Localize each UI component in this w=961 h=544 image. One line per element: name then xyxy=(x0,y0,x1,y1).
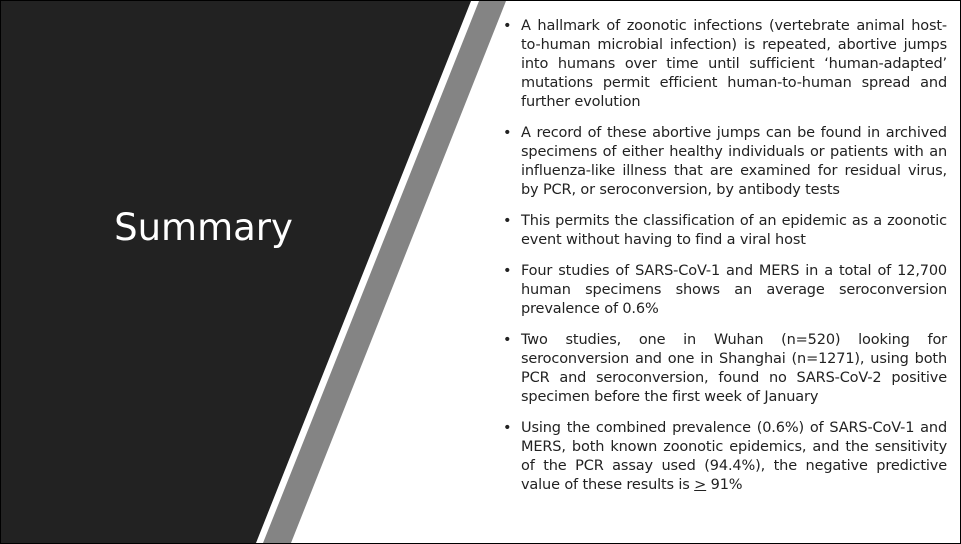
bullet-text-after: 91% xyxy=(706,477,743,493)
bullet-text-before: Using the combined prevalence (0.6%) of SARS-CoV-1 and MERS, both known zoonotic epidemics, and the sensitivity of the PCR assay used (94.4%), the negative predictive value of these results is xyxy=(521,420,947,493)
dark-title-panel xyxy=(1,1,471,543)
bullet-item-4 xyxy=(501,262,947,319)
bullet-text xyxy=(521,420,947,493)
bullet-text: A hallmark of zoonotic infections (vertebrate animal host-to-human microbial infection) is repeated, abortive jumps into humans over time until sufficient ‘human-adapted’ mutations permit efficient human-to-human spread and further evolution xyxy=(521,18,947,110)
greater-equal-symbol: > xyxy=(694,477,707,493)
bullet-icon: • xyxy=(503,420,512,436)
bullet-text: Two studies, one in Wuhan (n=520) looking for seroconversion and one in Shanghai (n=1271), using both PCR and seroconversion, found no SARS-CoV-2 positive specimen before the first week of January xyxy=(521,332,947,405)
bullet-icon: • xyxy=(503,332,512,348)
bullet-item-2 xyxy=(501,124,947,200)
bullet-text: This permits the classification of an epidemic as a zoonotic event without having to find a viral host xyxy=(521,213,947,248)
bullet-icon: • xyxy=(503,18,512,34)
slide-title: Summary xyxy=(114,206,293,249)
bullet-text: A record of these abortive jumps can be found in archived specimens of either healthy individuals or patients with an influenza-like illness that are examined for residual virus, by PCR, or seroconversion, by antibody tests xyxy=(521,125,947,198)
bullet-item-3 xyxy=(501,212,947,250)
bullet-item-5 xyxy=(501,331,947,407)
bullet-list xyxy=(501,17,947,495)
bullet-text: Four studies of SARS-CoV-1 and MERS in a total of 12,700 human specimens shows an average seroconversion prevalence of 0.6% xyxy=(521,263,947,317)
bullet-content xyxy=(501,17,947,507)
bullet-item-1 xyxy=(501,17,947,112)
bullet-icon: • xyxy=(503,263,512,279)
bullet-item-6 xyxy=(501,419,947,495)
bullet-icon: • xyxy=(503,213,512,229)
bullet-icon: • xyxy=(503,125,512,141)
